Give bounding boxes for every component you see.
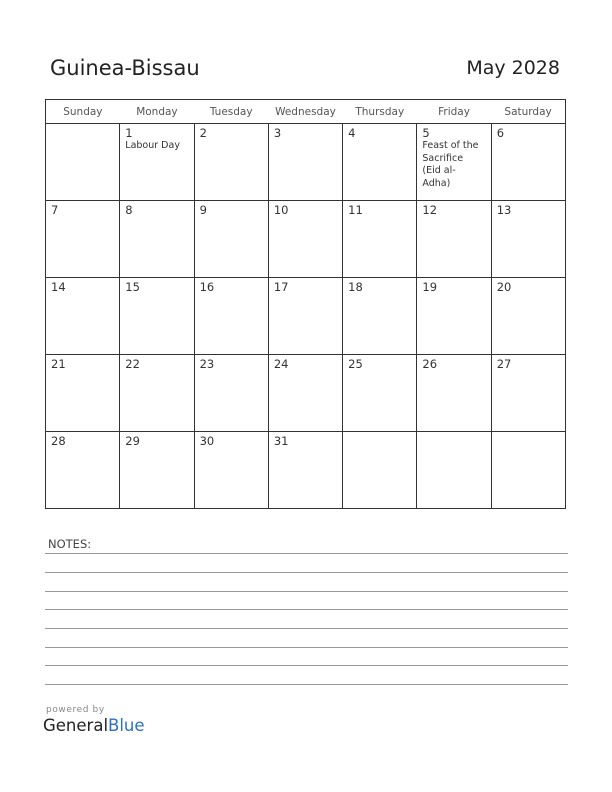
- day-number: 14: [51, 280, 66, 294]
- weekday-wednesday: Wednesday: [268, 100, 342, 124]
- powered-by-text: powered by: [46, 705, 105, 715]
- day-number: 23: [199, 357, 215, 371]
- notes-line: [45, 684, 568, 685]
- day-number: 8: [125, 203, 133, 217]
- week-row: [46, 124, 566, 201]
- day-number: 21: [51, 357, 66, 371]
- notes-line: [45, 665, 568, 666]
- day-number: 18: [348, 280, 363, 294]
- day-number: 4: [348, 126, 356, 140]
- weekday-saturday: Saturday: [491, 100, 565, 124]
- day-cell[interactable]: [120, 432, 194, 509]
- day-cell[interactable]: [194, 201, 268, 278]
- day-number: 26: [422, 357, 438, 371]
- day-cell[interactable]: [417, 355, 491, 432]
- day-cell[interactable]: [46, 432, 120, 509]
- day-cell[interactable]: [46, 355, 120, 432]
- day-cell[interactable]: [120, 355, 194, 432]
- day-number: 15: [125, 280, 140, 294]
- day-cell[interactable]: [194, 278, 268, 355]
- notes-line: [45, 628, 568, 629]
- notes-line: [45, 572, 568, 573]
- brand-blue: Blue: [108, 716, 145, 735]
- day-number: 5: [422, 126, 430, 140]
- day-cell[interactable]: [417, 124, 491, 201]
- day-cell[interactable]: [417, 278, 491, 355]
- day-number: 11: [348, 203, 363, 217]
- day-number: 16: [199, 280, 215, 294]
- day-number: 6: [496, 126, 505, 140]
- day-number: 31: [273, 434, 289, 448]
- holiday-label: Labour Day: [125, 140, 180, 151]
- week-row: [46, 355, 566, 432]
- brand-general: General: [43, 716, 109, 735]
- day-number: 13: [496, 203, 512, 217]
- day-cell[interactable]: [491, 432, 565, 509]
- day-cell[interactable]: [120, 278, 194, 355]
- weekday-header-row: [46, 100, 566, 124]
- day-cell[interactable]: [120, 124, 194, 201]
- day-number: 12: [422, 203, 438, 217]
- generalblue-logo[interactable]: [43, 716, 145, 735]
- country-title: Guinea-Bissau: [50, 56, 200, 80]
- day-cell[interactable]: [194, 432, 268, 509]
- week-row: [46, 432, 566, 509]
- weekday-sunday: Sunday: [46, 100, 120, 124]
- week-row: [46, 201, 566, 278]
- notes-label: NOTES:: [48, 537, 92, 551]
- day-number: 9: [199, 203, 207, 217]
- weekday-friday: Friday: [417, 100, 491, 124]
- week-row: [46, 278, 566, 355]
- day-cell[interactable]: [268, 201, 342, 278]
- day-number: 19: [422, 280, 438, 294]
- day-cell[interactable]: [491, 124, 565, 201]
- notes-line: [45, 553, 568, 554]
- day-cell[interactable]: [194, 355, 268, 432]
- day-cell[interactable]: [491, 355, 565, 432]
- day-number: 20: [496, 280, 512, 294]
- day-number: 3: [273, 126, 282, 140]
- month-year-title: May 2028: [466, 57, 560, 79]
- day-cell[interactable]: [268, 278, 342, 355]
- day-cell[interactable]: [343, 432, 417, 509]
- day-cell[interactable]: [268, 355, 342, 432]
- day-cell[interactable]: [417, 432, 491, 509]
- day-cell[interactable]: [417, 201, 491, 278]
- day-cell[interactable]: [120, 201, 194, 278]
- day-number: 17: [273, 280, 289, 294]
- day-cell[interactable]: [491, 278, 565, 355]
- day-number: 24: [273, 357, 289, 371]
- day-number: 2: [199, 126, 207, 140]
- day-number: 25: [348, 357, 363, 371]
- notes-line: [45, 609, 568, 610]
- weekday-tuesday: Tuesday: [194, 100, 268, 124]
- day-number: 29: [125, 434, 140, 448]
- day-cell[interactable]: [343, 201, 417, 278]
- day-cell[interactable]: [343, 124, 417, 201]
- day-cell[interactable]: [194, 124, 268, 201]
- day-number: 27: [496, 357, 512, 371]
- day-cell[interactable]: [46, 201, 120, 278]
- day-number: 7: [51, 203, 59, 217]
- day-number: 28: [51, 434, 66, 448]
- day-number: 22: [125, 357, 140, 371]
- day-number: 1: [125, 126, 133, 140]
- notes-line: [45, 591, 568, 592]
- weekday-thursday: Thursday: [343, 100, 417, 124]
- day-cell[interactable]: [343, 355, 417, 432]
- day-number: 30: [199, 434, 215, 448]
- day-cell[interactable]: [268, 124, 342, 201]
- day-cell[interactable]: [343, 278, 417, 355]
- day-cell[interactable]: [46, 124, 120, 201]
- day-cell[interactable]: [268, 432, 342, 509]
- holiday-label: Feast of the Sacrifice (Eid al-Adha): [422, 140, 479, 189]
- weekday-monday: Monday: [120, 100, 194, 124]
- calendar-grid: [45, 99, 566, 509]
- notes-line: [45, 647, 568, 648]
- day-number: 10: [273, 203, 289, 217]
- day-cell[interactable]: [46, 278, 120, 355]
- day-cell[interactable]: [491, 201, 565, 278]
